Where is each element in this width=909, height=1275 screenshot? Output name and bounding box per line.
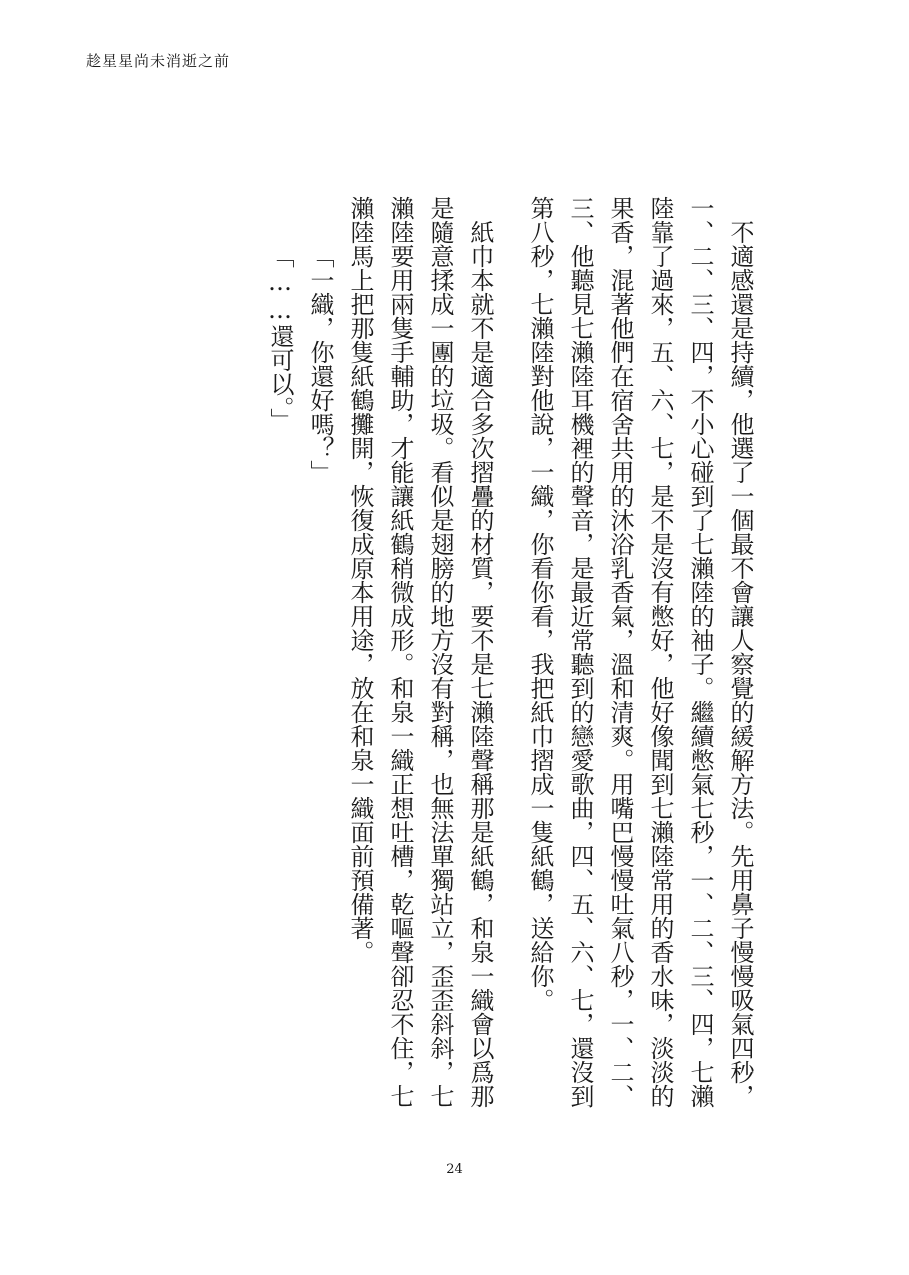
page-number: 24 bbox=[446, 1162, 463, 1177]
dialogue-line-1: 「一織，你還好嗎？」 bbox=[306, 244, 334, 484]
running-header-title: 趁星星尚未消逝之前 bbox=[86, 52, 231, 70]
paragraph-1: 不適感還是持續，他選了一個最不會讓人察覺的緩解方法。先用鼻子慢慢吸氣四秒，一、二、三、四，不小心碰到了七瀨陸的袖子。繼續憋氣七秒，一、二、三、四，七瀨陸靠了過來，五、六、七，是不是沒有憋好，他好像聞到七瀨陸常用的香水味，淡淡的果香，混著他們在宿舍共用的沐浴乳香氣，溫和清爽。用嘴巴慢慢吐氣八秒，一、二、三、他聽見七瀨陸耳機裡的聲音，是最近常聽到的戀愛歌曲，四、五、六、七，還沒到第八秒，七瀨陸對他說，一織，你看你看，我把紙巾摺成一隻紙鶴，送給你。 bbox=[526, 196, 754, 1108]
dialogue-line-2: 「……還可以。」 bbox=[266, 244, 294, 432]
paragraph-2: 紙巾本就不是適合多次摺疊的材質，要不是七瀨陸聲稱那是紙鶴，和泉一織會以爲那是隨意揉成一團的垃圾。看似是翅膀的地方沒有對稱，也無法單獨站立，歪歪斜斜，七瀨陸要用兩隻手輔助，才能讓紙鶴稍微成形。和泉一織正想吐槽，乾嘔聲卻忍不住，七瀨陸馬上把那隻紙鶴攤開，恢復成原本用途，放在和泉一織面前預備著。 bbox=[346, 196, 494, 1108]
body-text bbox=[266, 196, 780, 1126]
